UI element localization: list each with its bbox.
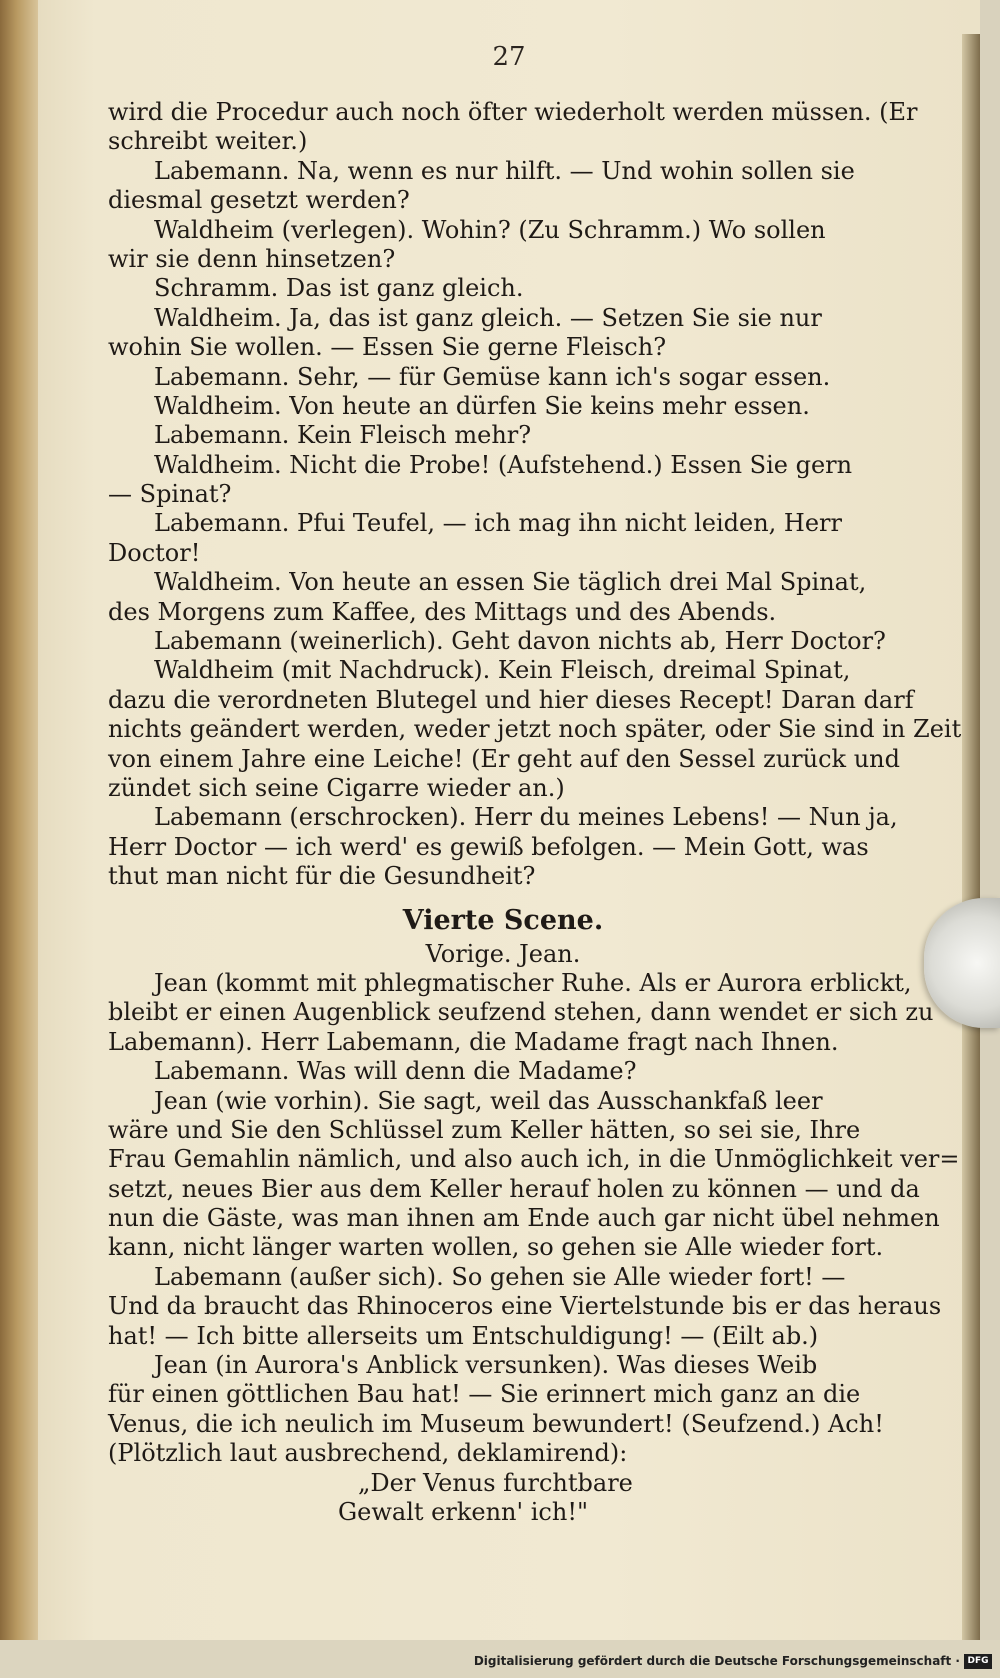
verse-line: „Der Venus furchtbare bbox=[358, 1468, 633, 1497]
text-block-b bbox=[108, 968, 960, 1469]
text-line: Jean (in Aurora's Anblick versunken). Was dieses Weib bbox=[154, 1351, 818, 1380]
footer-bar bbox=[0, 1640, 1000, 1678]
text-line: Labemann. Kein Fleisch mehr? bbox=[154, 421, 532, 450]
text-line: Waldheim. Nicht die Probe! (Aufstehend.) Essen Sie gern bbox=[154, 450, 853, 479]
text-line: Herr Doctor — ich werd' es gewiß befolgen. — Mein Gott, was bbox=[108, 832, 869, 861]
text-line: Labemann (außer sich). So gehen sie Alle wieder fort! — bbox=[154, 1262, 846, 1291]
text-line: Labemann (erschrocken). Herr du meines Lebens! — Nun ja, bbox=[154, 803, 898, 832]
text-line: Labemann. Pfui Teufel, — ich mag ihn nicht leiden, Herr bbox=[154, 509, 842, 538]
text-line: Waldheim. Von heute an essen Sie täglich drei Mal Spinat, bbox=[154, 568, 867, 597]
book-page bbox=[38, 0, 980, 1640]
text-line: nichts geändert werden, weder jetzt noch später, oder Sie sind in Zeit bbox=[108, 715, 962, 744]
text-line: nun die Gäste, was man ihnen am Ende auch gar nicht übel nehmen bbox=[108, 1204, 940, 1233]
text-line: für einen göttlichen Bau hat! — Sie erinnert mich ganz an die bbox=[108, 1380, 861, 1409]
text-line: Waldheim. Von heute an dürfen Sie keins mehr essen. bbox=[154, 391, 810, 420]
text-line: Doctor! bbox=[108, 538, 201, 567]
text-line: Waldheim (verlegen). Wohin? (Zu Schramm.) Wo sollen bbox=[154, 215, 826, 244]
text-line: Frau Gemahlin nämlich, und also auch ich, in die Unmöglichkeit ver= bbox=[108, 1145, 960, 1174]
text-line: wäre und Sie den Schlüssel zum Keller hätten, so sei sie, Ihre bbox=[108, 1115, 861, 1144]
verse-line: Gewalt erkenn' ich!" bbox=[338, 1497, 588, 1526]
book-gutter bbox=[0, 0, 38, 1640]
text-line: kann, nicht länger warten wollen, so gehen sie Alle wieder fort. bbox=[108, 1233, 884, 1262]
text-line: bleibt er einen Augenblick seufzend stehen, dann wendet er sich zu bbox=[108, 998, 934, 1027]
text-line: thut man nicht für die Gesundheit? bbox=[108, 862, 536, 891]
characters-line: Vorige. Jean. bbox=[425, 939, 581, 968]
text-line: — Spinat? bbox=[108, 480, 232, 509]
text-line: Waldheim (mit Nachdruck). Kein Fleisch, dreimal Spinat, bbox=[154, 656, 851, 685]
text-line: Schramm. Das ist ganz gleich. bbox=[154, 274, 524, 303]
text-line: Labemann. Was will denn die Madame? bbox=[154, 1057, 637, 1086]
text-line: von einem Jahre eine Leiche! (Er geht auf den Sessel zurück und bbox=[108, 744, 900, 773]
text-line: des Morgens zum Kaffee, des Mittags und des Abends. bbox=[108, 597, 777, 626]
text-line: Venus, die ich neulich im Museum bewundert! (Seufzend.) Ach! bbox=[108, 1409, 884, 1438]
text-line: zündet sich seine Cigarre wieder an.) bbox=[108, 773, 565, 802]
page-number: 27 bbox=[492, 42, 526, 72]
text-line: wird die Procedur auch noch öfter wiederholt werden müssen. (Er bbox=[108, 98, 918, 126]
text-line: Jean (wie vorhin). Sie sagt, weil das Ausschankfaß leer bbox=[154, 1086, 823, 1115]
text-line: Jean (kommt mit phlegmatischer Ruhe. Als er Aurora erblickt, bbox=[154, 968, 912, 997]
text-line: hat! — Ich bitte allerseits um Entschuldigung! — (Eilt ab.) bbox=[108, 1321, 819, 1350]
text-line: schreibt weiter.) bbox=[108, 127, 308, 156]
text-line: setzt, neues Bier aus dem Keller herauf holen zu können — und da bbox=[108, 1174, 920, 1203]
scene-heading: Vierte Scene. bbox=[402, 904, 604, 936]
text-block-a bbox=[108, 98, 962, 892]
footer-credit: Digitalisierung gefördert durch die Deutsche Forschungsgemeinschaft · bbox=[473, 1654, 960, 1668]
text-line: Labemann. Sehr, — für Gemüse kann ich's sogar essen. bbox=[154, 362, 831, 391]
text-line: (Plötzlich laut ausbrechend, deklamirend): bbox=[108, 1439, 628, 1468]
dfg-logo: DFG bbox=[964, 1654, 992, 1669]
text-line: Und da braucht das Rhinoceros eine Viertelstunde bis er das heraus bbox=[108, 1292, 942, 1321]
text-line: wir sie denn hinsetzen? bbox=[108, 244, 396, 273]
text-line: dazu die verordneten Blutegel und hier dieses Recept! Daran darf bbox=[108, 685, 914, 714]
text-line: diesmal gesetzt werden? bbox=[108, 186, 410, 215]
text-line: Labemann). Herr Labemann, die Madame fragt nach Ihnen. bbox=[108, 1027, 839, 1056]
text-line: Labemann. Na, wenn es nur hilft. — Und wohin sollen sie bbox=[154, 156, 855, 185]
text-line: Waldheim. Ja, das ist ganz gleich. — Setzen Sie sie nur bbox=[154, 303, 822, 332]
page-edge bbox=[962, 34, 980, 1640]
text-line: Labemann (weinerlich). Geht davon nichts ab, Herr Doctor? bbox=[154, 627, 886, 656]
text-line: wohin Sie wollen. — Essen Sie gerne Fleisch? bbox=[108, 333, 667, 362]
page-text bbox=[108, 98, 962, 1527]
